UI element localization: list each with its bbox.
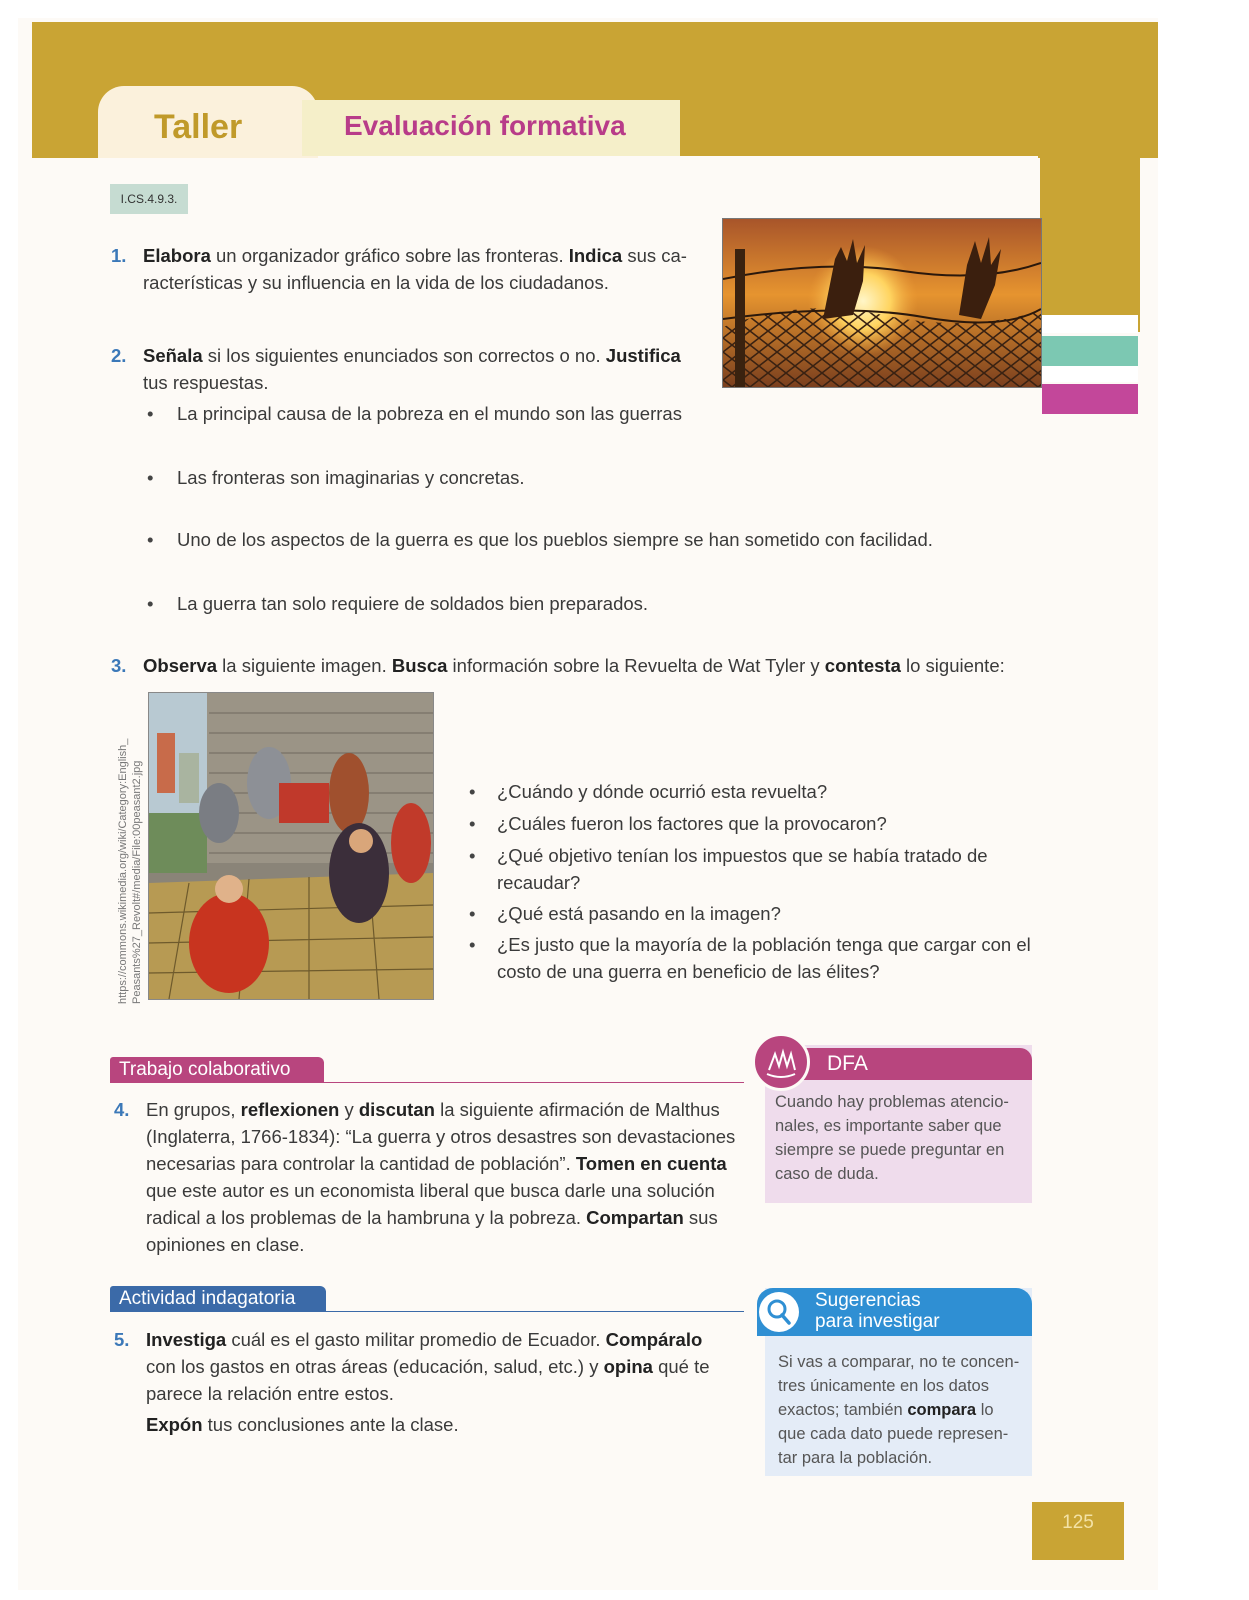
side-stripe-white	[1042, 315, 1138, 333]
question-3-item-2: • ¿Cuáles fueron los factores que la provocaron?	[497, 810, 887, 837]
credit-line: https://commons.wikimedia.org/wiki/Category:English_	[117, 738, 129, 1004]
sugerencias-text	[778, 1350, 1024, 1470]
statement-3: • Uno de los aspectos de la guerra es que los pueblos siempre se han sometido con facilidad.	[177, 526, 933, 553]
text: y	[339, 1099, 359, 1120]
text: si los siguientes enunciados son correctos o no.	[202, 345, 606, 366]
question-number: 3.	[111, 655, 127, 676]
question-5	[114, 1326, 746, 1438]
text: tus respuestas.	[143, 372, 269, 393]
verb: Justifica	[605, 345, 681, 366]
text: que cada dato puede represen-	[778, 1425, 1009, 1443]
question-number: 2.	[111, 345, 127, 366]
image-credit	[116, 739, 144, 1004]
text: (Inglaterra, 1766-1834): “La guerra y otros desastres son devastaciones	[146, 1126, 736, 1147]
statement-4: • La guerra tan solo requiere de soldados bien preparados.	[177, 590, 648, 617]
verb: Investiga	[146, 1329, 227, 1350]
text: racterísticas y su influencia en la vida de los ciudadanos.	[143, 272, 609, 293]
question-3-item-5-cont: costo de una guerra en beneficio de las élites?	[497, 961, 880, 982]
statement-2: • Las fronteras son imaginarias y concretas.	[177, 464, 525, 491]
text: Si vas a comparar, no te concen-	[778, 1353, 1020, 1371]
verb: Tomen en cuenta	[575, 1153, 727, 1174]
section-divider	[324, 1082, 744, 1083]
text: sus ca-	[622, 245, 687, 266]
text: cuál es el gasto militar promedio de Ecuador.	[226, 1329, 606, 1350]
section-divider	[326, 1311, 744, 1312]
text: lo	[976, 1401, 994, 1419]
verb: Elabora	[143, 245, 211, 266]
question-3-item-3: • ¿Qué objetivo tenían los impuestos que se había tratado de	[497, 842, 988, 869]
question-3-item-3-cont: recaudar?	[497, 872, 581, 893]
text: siempre se puede preguntar en	[775, 1141, 1005, 1159]
text: parece la relación entre estos.	[146, 1383, 394, 1404]
question-3-item-1: • ¿Cuándo y dónde ocurrió esta revuelta?	[497, 778, 827, 805]
dfa-title: DFA	[827, 1052, 868, 1075]
verb: Indica	[568, 245, 623, 266]
tab-taller-label: Taller	[154, 108, 243, 146]
question-2	[111, 342, 703, 396]
tab-evaluacion	[302, 100, 680, 156]
text: nales, es importante saber que	[775, 1117, 1002, 1135]
question-3	[111, 652, 1043, 679]
text: opiniones en clase.	[146, 1234, 305, 1255]
page-number: 125	[1032, 1502, 1124, 1560]
text: la siguiente imagen.	[217, 655, 392, 676]
skill-code-badge: I.CS.4.9.3.	[110, 184, 188, 214]
text: necesarias para controlar la cantidad de población”.	[146, 1153, 576, 1174]
text: información sobre la Revuelta de Wat Tyler y	[447, 655, 825, 676]
verb: opina	[603, 1356, 653, 1377]
question-4	[114, 1096, 746, 1258]
text: un organizador gráfico sobre las fronteras.	[210, 245, 569, 266]
text: En grupos,	[146, 1099, 241, 1120]
text: tus conclusiones ante la clase.	[202, 1414, 459, 1435]
side-stripe-pink	[1042, 384, 1138, 414]
verb: Observa	[143, 655, 218, 676]
question-3-item-4: • ¿Qué está pasando en la imagen?	[497, 900, 781, 927]
text: tar para la población.	[778, 1449, 933, 1467]
verb: Expón	[146, 1414, 203, 1435]
dfa-text	[775, 1090, 1023, 1186]
peasants-revolt-illustration	[148, 692, 434, 1000]
dfa-hands-icon	[752, 1033, 810, 1091]
sugerencias-title	[815, 1290, 940, 1332]
question-number: 1.	[111, 245, 127, 266]
text: la siguiente afirmación de Malthus	[434, 1099, 720, 1120]
text: con los gastos en otras áreas (educación, salud, etc.) y	[146, 1356, 604, 1377]
statement-1: • La principal causa de la pobreza en el mundo son las guerras	[177, 400, 682, 427]
question-3-item-5: • ¿Es justo que la mayoría de la población tenga que cargar con el	[497, 931, 1031, 958]
verb: Compartan	[586, 1207, 684, 1228]
text: caso de duda.	[775, 1165, 879, 1183]
text: tres únicamente en los datos	[778, 1377, 989, 1395]
text: exactos; también	[778, 1401, 908, 1419]
text: Cuando hay problemas atencio-	[775, 1093, 1009, 1111]
section-header-trabajo-colaborativo: Trabajo colaborativo	[110, 1057, 324, 1083]
verb: Busca	[391, 655, 448, 676]
barbed-wire-photo	[722, 218, 1042, 388]
section-header-actividad-indagatoria: Actividad indagatoria	[110, 1286, 326, 1312]
verb: discutan	[358, 1099, 435, 1120]
question-number: 4.	[114, 1099, 130, 1120]
tab-evaluacion-label: Evaluación formativa	[344, 110, 626, 141]
credit-line: Peasants%27_Revolt#/media/File:00peasant2.jpg	[131, 760, 143, 1004]
text: radical a los problemas de la hambruna y la pobreza.	[146, 1207, 587, 1228]
verb: compara	[907, 1401, 977, 1419]
text: que este autor es un economista liberal que busca darle una solución	[146, 1180, 715, 1201]
side-stripe-light	[1042, 366, 1138, 382]
verb: Señala	[143, 345, 203, 366]
magnifier-icon	[759, 1292, 799, 1332]
question-number: 5.	[114, 1329, 130, 1350]
text: sus	[683, 1207, 718, 1228]
verb: Compáralo	[605, 1329, 703, 1350]
text: lo siguiente:	[900, 655, 1005, 676]
title-line: Sugerencias	[815, 1290, 921, 1311]
question-1	[111, 242, 703, 296]
verb: reflexionen	[240, 1099, 340, 1120]
title-line: para investigar	[815, 1311, 940, 1332]
tab-taller	[98, 86, 318, 158]
verb: contesta	[824, 655, 901, 676]
side-band	[1040, 22, 1140, 332]
side-stripe-teal	[1042, 336, 1138, 366]
text: qué te	[652, 1356, 710, 1377]
